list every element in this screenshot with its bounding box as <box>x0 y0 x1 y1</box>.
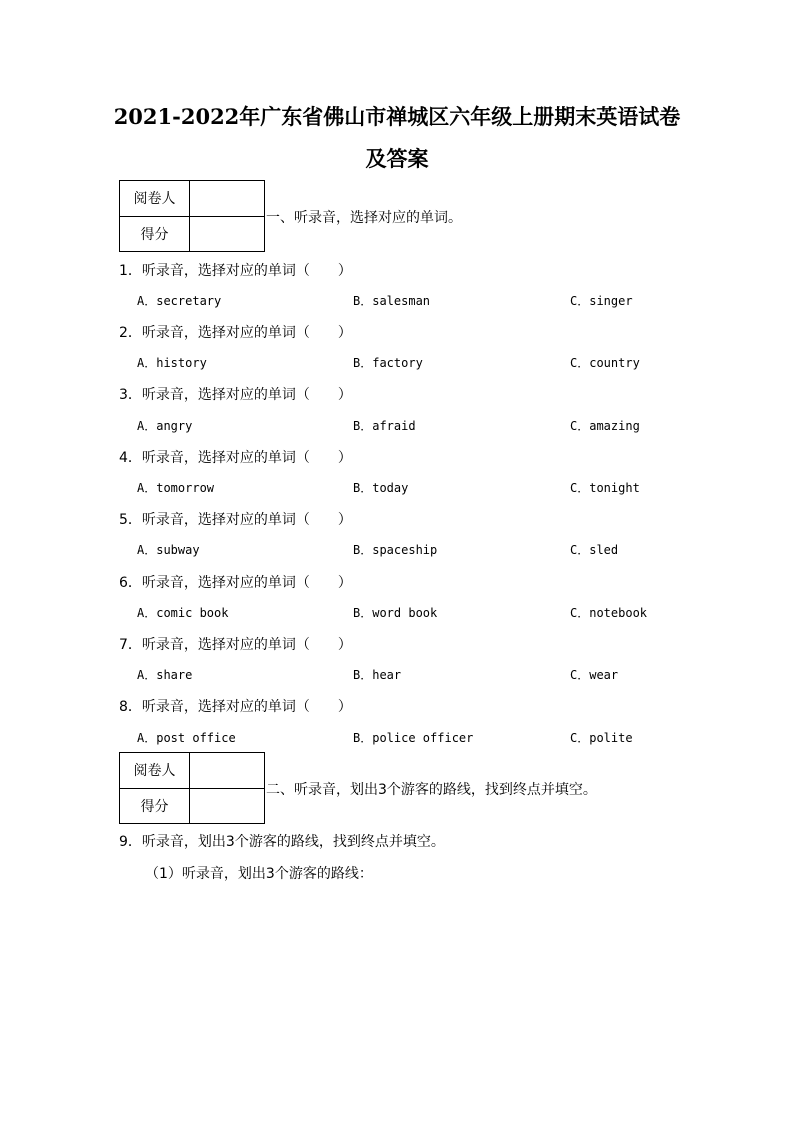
option-a: A．subway <box>137 543 200 557</box>
option-c: C．amazing <box>570 419 640 433</box>
question-stem: 7．听录音，选择对应的单词（ ） <box>119 637 352 653</box>
option-b: B．afraid <box>353 419 416 433</box>
option-a: A．tomorrow <box>137 481 215 495</box>
option-a: A．comic book <box>137 606 229 620</box>
score-box-section1 <box>119 180 265 252</box>
option-b: B．today <box>353 481 409 495</box>
question9-sub1: （1）听录音，划出3个游客的路线： <box>145 866 373 882</box>
option-a: A．angry <box>137 419 193 433</box>
score-cell <box>190 788 265 824</box>
question-stem: 5．听录音，选择对应的单词（ ） <box>119 512 352 528</box>
reviewer-label: 阅卷人 <box>120 181 190 217</box>
option-b: B．spaceship <box>353 543 438 557</box>
option-c: C．sled <box>570 543 619 557</box>
section1-heading: 一、听录音，选择对应的单词。 <box>266 210 462 226</box>
option-b: B．hear <box>353 668 402 682</box>
option-a: A．post office <box>137 731 236 745</box>
score-box-section2 <box>119 752 265 824</box>
question-stem: 3．听录音，选择对应的单词（ ） <box>119 387 352 403</box>
option-c: C．polite <box>570 731 633 745</box>
question-stem: 6．听录音，选择对应的单词（ ） <box>119 575 352 591</box>
question-stem: 1．听录音，选择对应的单词（ ） <box>119 263 352 279</box>
document-title-line2: 及答案 <box>365 146 429 171</box>
reviewer-cell <box>190 181 265 217</box>
reviewer-label: 阅卷人 <box>120 753 190 789</box>
option-a: A．history <box>137 356 207 370</box>
option-a: A．share <box>137 668 193 682</box>
option-c: C．country <box>570 356 640 370</box>
option-b: B．salesman <box>353 294 431 308</box>
option-c: C．wear <box>570 668 619 682</box>
question9-stem: 9．听录音，划出3个游客的路线，找到终点并填空。 <box>119 834 445 850</box>
question-stem: 8．听录音，选择对应的单词（ ） <box>119 699 352 715</box>
option-a: A．secretary <box>137 294 222 308</box>
option-b: B．police officer <box>353 731 474 745</box>
document-title-line1: 2021-2022年广东省佛山市禅城区六年级上册期末英语试卷 <box>113 104 681 129</box>
option-c: C．singer <box>570 294 633 308</box>
option-b: B．factory <box>353 356 423 370</box>
question-stem: 4．听录音，选择对应的单词（ ） <box>119 450 352 466</box>
option-b: B．word book <box>353 606 438 620</box>
score-label: 得分 <box>120 216 190 252</box>
question-stem: 2．听录音，选择对应的单词（ ） <box>119 325 352 341</box>
score-cell <box>190 216 265 252</box>
option-c: C．notebook <box>570 606 648 620</box>
option-c: C．tonight <box>570 481 640 495</box>
section2-heading: 二、听录音，划出3个游客的路线，找到终点并填空。 <box>266 782 597 798</box>
reviewer-cell <box>190 753 265 789</box>
score-label: 得分 <box>120 788 190 824</box>
